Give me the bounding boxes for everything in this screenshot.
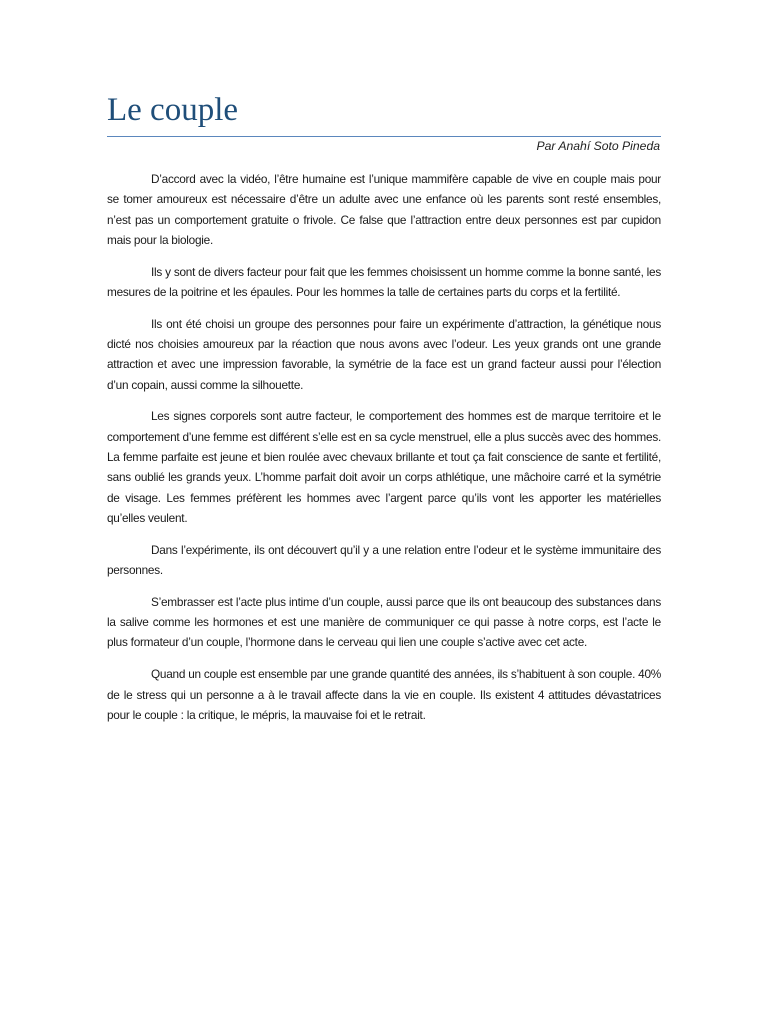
document-title: Le couple [107, 92, 239, 128]
title-underline [107, 136, 661, 137]
author-byline: Par Anahí Soto Pineda [536, 139, 660, 153]
paragraph: Ils y sont de divers facteur pour fait que les femmes choisissent un homme comme la bonne santé, les mesures de la poitrine et les épaules. Pour les hommes la talle de certaines parts du corps et la fertilité. [107, 264, 661, 299]
document-body [107, 169, 661, 737]
paragraph: S’embrasser est l’acte plus intime d’un couple, aussi parce que ils ont beaucoup des substances dans la salive comme les hormones et est une manière de communiquer ce qui passe à notre corps, est l’acte le plus formateur d’un couple, l’hormone dans le cerveau qui lien une couple s’active avec cet acte. [107, 594, 661, 650]
paragraph: D’accord avec la vidéo, l’être humaine est l’unique mammifère capable de vive en couple mais pour se tomer amoureux est nécessaire d’être un adulte avec une enfance où les parents sont resté ensembles, n’est pas un comportement gratuite o frivole. Ce false que l’attraction entre deux personnes est par cupidon mais pour la biologie. [107, 172, 661, 247]
paragraph: Quand un couple est ensemble par une grande quantité des années, ils s’habituent à son couple. 40% de le stress qui un personne a à le travail affecte dans la vie en couple. Ils existent 4 attitudes dévastatrices pour le couple : la critique, le mépris, la mauvaise foi et le retrait. [107, 667, 662, 722]
paragraph: Ils ont été choisi un groupe des personnes pour faire un expérimente d’attraction, la génétique nous dicté nos choisies amoureux par la réaction que nous avons avec l’odeur. Les yeux grands ont une grande attraction et avec une impression favorable, la symétrie de la face est un grand facteur aussi pour l’élection d’un copain, aussi comme la silhouette. [107, 316, 661, 392]
paragraph: Dans l’expérimente, ils ont découvert qu’il y a une relation entre l’odeur et le système immunitaire des personnes. [107, 542, 661, 578]
paragraph: Les signes corporels sont autre facteur, le comportement des hommes est de marque territoire et le comportement d’une femme est différent s’elle est en sa cycle menstruel, elle a plus succès avec des hommes. La femme parfaite est jeune et bien roulée avec chevaux brillante et tout ça fait conscience de sante et fertilité, sans oublié les grands yeux. L’homme parfait doit avoir un corps athlétique, une mâchoire carré et la symétrie de visage. Les femmes préfèrent les hommes avec l’argent parce qu’ils vont les apporter les matérielles qu’elles veulent. [107, 409, 661, 525]
